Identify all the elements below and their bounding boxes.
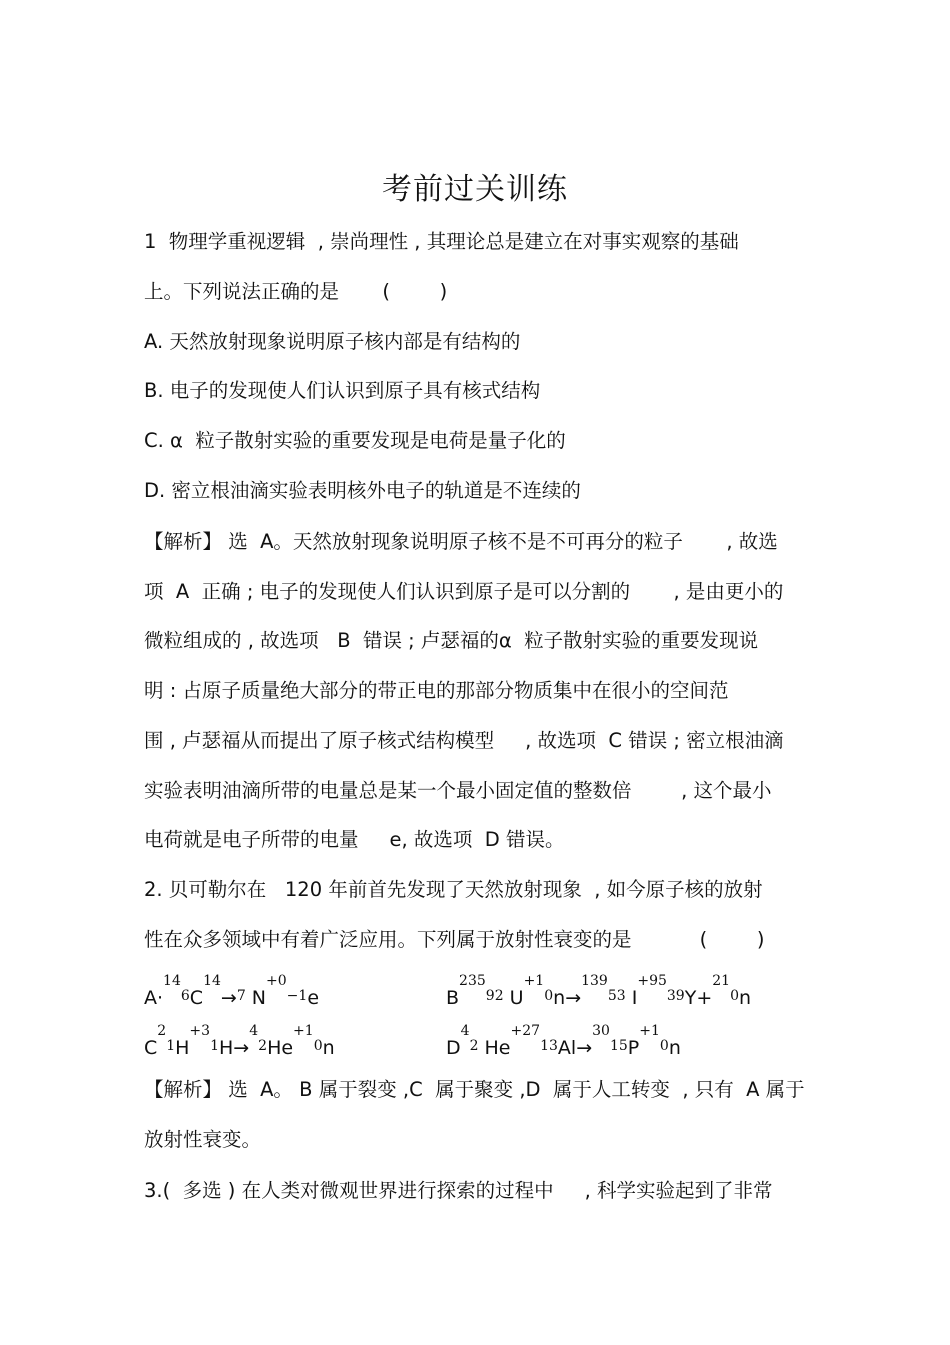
analysis-1-line-2: 项 A 正确 ; 电子的发现使人们认识到原子是可以分割的 , 是由更小的 [144, 580, 784, 603]
question-2-stem-cont: 性在众多领域中有着广泛应用。下列属于放射性衰变的是 ( ) [144, 928, 765, 951]
equation-symbol: n [322, 1037, 335, 1059]
equation-symbol: → [565, 987, 582, 1009]
equation-symbol: n [553, 987, 566, 1009]
equation-symbol: → [233, 1037, 250, 1059]
equation-index: 4 [460, 1023, 470, 1039]
equation-index: 39 [666, 988, 685, 1004]
equation-index: 0 [730, 988, 740, 1004]
equation-symbol: n [739, 987, 752, 1009]
question-1-option-a: A. 天然放射现象说明原子核内部是有结构的 [144, 330, 521, 353]
equation-symbol: H [219, 1037, 234, 1059]
equation-index: −1 [286, 988, 308, 1004]
question-1-option-c: C. α 粒子散射实验的重要发现是电荷是量子化的 [144, 429, 566, 452]
question-1-option-d: D. 密立根油滴实验表明核外电子的轨道是不连续的 [144, 479, 581, 502]
analysis-1-line-5: 围 , 卢瑟福从而提出了原子核式结构模型 , 故选项 C 错误 ; 密立根油滴 [144, 729, 784, 752]
equation-index: 14 [203, 973, 221, 989]
equation-symbol: N [245, 987, 267, 1009]
equation-index: 15 [609, 1038, 628, 1054]
equation-index: 235 [459, 973, 486, 989]
analysis-2-line-1: 【解析】 选 A。 B 属于裂变 ,C 属于聚变 ,D 属于人工转变 , 只有 A 属于 [144, 1078, 805, 1101]
analysis-1-line-7: 电荷就是电子所带的电量 e, 故选项 D 错误。 [144, 828, 565, 851]
analysis-1-line-1: 【解析】 选 A。天然放射现象说明原子核不是不可再分的粒子 , 故选 [144, 530, 778, 553]
equation-symbol: · [157, 987, 164, 1009]
equation-index: 1 [210, 1038, 219, 1054]
equation-index: 139 [581, 973, 608, 989]
question-2-stem: 2. 贝可勒尔在 120 年前首先发现了天然放射现象 , 如今原子核的放射 [144, 878, 763, 901]
equation-symbol: Y+ [684, 987, 713, 1009]
question-3-stem: 3.( 多选 ) 在人类对微观世界进行探索的过程中 , 科学实验起到了非常 [144, 1179, 773, 1202]
equation-symbol: → [576, 1037, 593, 1059]
question-1-option-b: B. 电子的发现使人们认识到原子具有核式结构 [144, 379, 541, 402]
equation-symbol: H [175, 1037, 190, 1059]
equation-index: 0 [277, 973, 287, 989]
equation-index: 0 [544, 988, 554, 1004]
equation-symbol: P [627, 1037, 640, 1059]
equation-index: + [523, 973, 536, 989]
equation-symbol: e [307, 987, 320, 1009]
question-2-option-a [144, 973, 320, 1012]
analysis-1-line-6: 实验表明油滴所带的电量总是某一个最小固定值的整数倍 , 这个最小 [144, 779, 772, 802]
equation-index: 0 [313, 1038, 323, 1054]
option-label: B [446, 987, 460, 1009]
equation-index: 3 [201, 1023, 211, 1039]
equation-index: + [639, 1023, 651, 1039]
equation-index: 1 [166, 1038, 176, 1054]
equation-index: + [637, 973, 650, 989]
equation-index: 1 [721, 973, 731, 989]
equation-index: + [510, 1023, 523, 1039]
equation-index: 27 [522, 1023, 541, 1039]
equation-symbol: C [189, 987, 204, 1009]
equation-index: 1 [535, 973, 545, 989]
equation-index: 1 [650, 1023, 660, 1039]
equation-index: 13 [540, 1038, 558, 1054]
equation-symbol: I [625, 987, 638, 1009]
equation-index: 2 [157, 1023, 167, 1039]
equation-index: 2 [712, 973, 722, 989]
analysis-2-line-2: 放射性衰变。 [144, 1128, 262, 1151]
equation-index: 14 [163, 973, 181, 989]
equation-index: 92 [485, 988, 504, 1004]
question-1-stem-cont: 上。下列说法正确的是 ( ) [144, 280, 448, 303]
analysis-1-line-4: 明 : 占原子质量绝大部分的带正电的那部分物质集中在很小的空间范 [144, 679, 729, 702]
option-label: C [144, 1037, 158, 1059]
equation-index: 95 [649, 973, 667, 989]
question-1-stem: 1 物理学重视逻辑 , 崇尚理性 , 其理论总是建立在对事实观察的基础 [144, 230, 739, 253]
equation-index: + [189, 1023, 202, 1039]
equation-index: + [293, 1023, 305, 1039]
equation-symbol: Al [557, 1037, 577, 1059]
option-label: D [446, 1037, 461, 1059]
page-title: 考前过关训练 [382, 172, 568, 207]
equation-index: 4 [249, 1023, 259, 1039]
analysis-1-line-3: 微粒组成的 , 故选项 B 错误 ; 卢瑟福的α 粒子散射实验的重要发现说 [144, 629, 759, 652]
equation-symbol: He [478, 1037, 511, 1059]
equation-symbol: n [668, 1037, 681, 1059]
question-2-option-c [144, 1023, 335, 1062]
question-2-option-b [446, 973, 752, 1012]
equation-symbol: U [503, 987, 524, 1009]
equation-index: 2 [258, 1038, 268, 1054]
equation-symbol: → [220, 987, 237, 1009]
equation-index: 0 [659, 1038, 669, 1054]
equation-index: 2 [469, 1038, 479, 1054]
equation-index: 1 [304, 1023, 314, 1039]
equation-index: 53 [607, 988, 626, 1004]
option-label: A [144, 987, 157, 1009]
equation-index: 30 [592, 1023, 610, 1039]
question-2-option-d [446, 1023, 681, 1062]
equation-index: 6 [180, 988, 190, 1004]
equation-index: + [266, 973, 278, 989]
equation-index: 7 [236, 988, 246, 1004]
equation-symbol: He [267, 1037, 294, 1059]
